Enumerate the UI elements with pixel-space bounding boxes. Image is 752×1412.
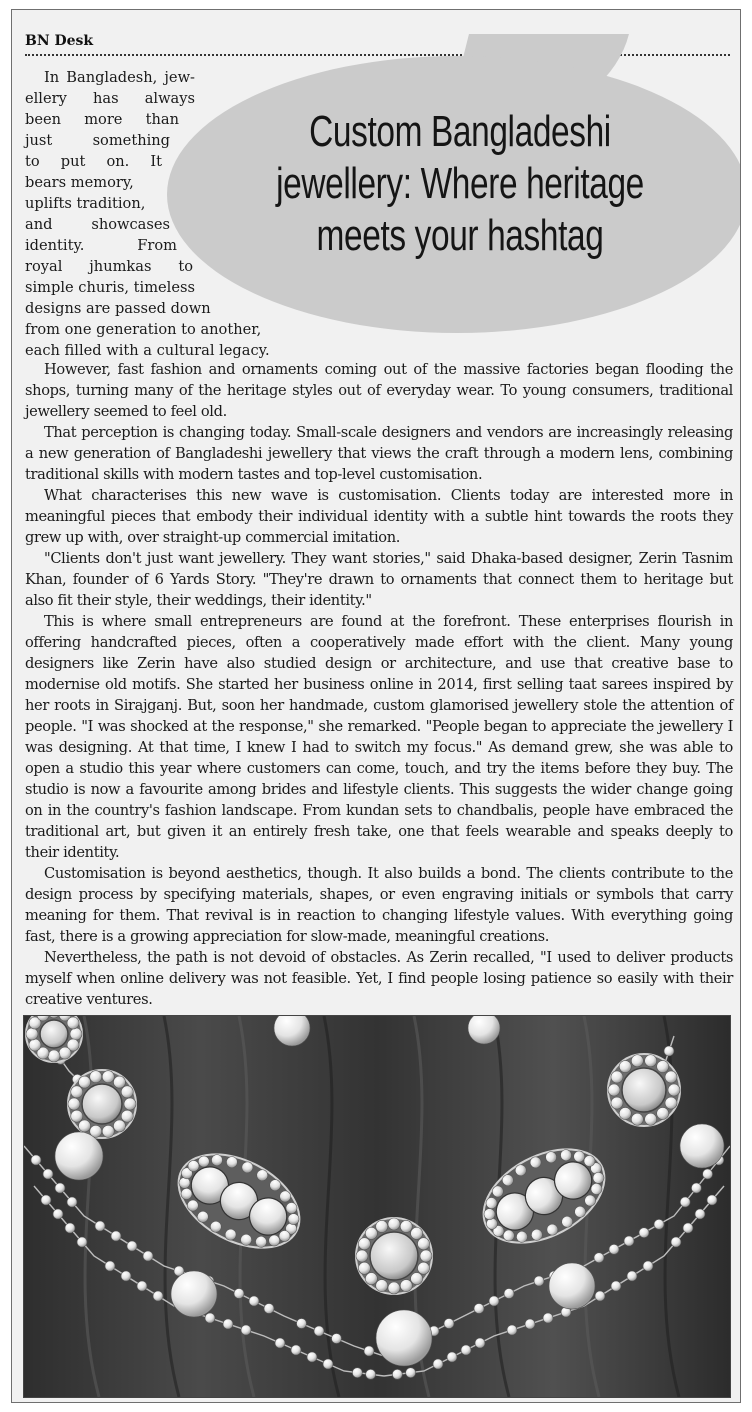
intro-line: ellery has always xyxy=(25,90,195,107)
paragraph: However, fast fashion and ornaments coming out of the massive factories began flooding the shops, turning many of the heritage styles out of everyday wear. To young consumers, traditional jewellery seemed to feel old. xyxy=(25,361,733,420)
pearl xyxy=(645,1113,657,1125)
intro-line: simple churis, timeless xyxy=(25,279,195,296)
intro-line: each filled with a cultural legacy. xyxy=(25,342,270,359)
intro-line: designs are passed down xyxy=(25,300,211,317)
intro-line: identity. From xyxy=(25,237,177,254)
stone xyxy=(622,1068,666,1112)
pearl xyxy=(71,1110,83,1122)
pearl xyxy=(411,1227,423,1239)
pearl xyxy=(657,1061,669,1073)
pearl xyxy=(420,1250,432,1262)
pearl xyxy=(664,1046,674,1056)
pearl xyxy=(388,1218,400,1230)
intro-line: been more than xyxy=(25,111,179,128)
paragraph: Nevertheless, the path is not devoid of obstacles. As Zerin recalled, "I used to deliver products myself when online delivery was not feasible. Yet, I find people losing patience so easily with their creative ventures. xyxy=(25,949,733,1008)
pearl xyxy=(105,1261,115,1271)
necklace-illustration xyxy=(24,1016,730,1397)
pearl xyxy=(611,1097,623,1109)
pearl xyxy=(234,1289,244,1299)
pearl xyxy=(645,1055,657,1067)
pearl xyxy=(53,1209,63,1219)
pearl xyxy=(376,1280,388,1292)
pearl xyxy=(79,1120,91,1132)
pearl xyxy=(358,1262,370,1274)
pearl xyxy=(489,1296,499,1306)
pearl xyxy=(365,1227,377,1239)
pearl xyxy=(59,1047,71,1059)
pearl xyxy=(611,1071,623,1083)
pearl xyxy=(549,1263,595,1309)
pearl xyxy=(77,1237,87,1247)
pearl xyxy=(307,1352,317,1362)
jewellery-photo xyxy=(23,1015,731,1398)
pearl xyxy=(665,1097,677,1109)
pearl xyxy=(695,1209,705,1219)
pearl xyxy=(624,1236,634,1246)
pearl xyxy=(619,1061,631,1073)
pearl xyxy=(137,1281,147,1291)
pearl xyxy=(264,1304,274,1314)
pearl xyxy=(70,1028,82,1040)
pearl xyxy=(707,1195,717,1205)
pearl xyxy=(461,1345,471,1355)
paragraph: That perception is changing today. Small-scale designers and vendors are increasingly releasing a new generation of Bangladeshi jewellery that views the craft through a modern lens, combining traditional skills with modern tastes and top-level customisation. xyxy=(25,424,733,483)
pearl xyxy=(366,1369,376,1379)
pearl xyxy=(241,1325,251,1335)
pearl xyxy=(474,1304,484,1314)
pearl xyxy=(657,1107,669,1119)
pearl xyxy=(111,1231,121,1241)
pearl xyxy=(433,1359,443,1369)
newspaper-page xyxy=(11,9,741,1403)
pearl xyxy=(26,1028,38,1040)
pearl xyxy=(444,1319,454,1329)
stone xyxy=(82,1084,122,1124)
pearl xyxy=(680,1124,724,1168)
pearl xyxy=(275,1338,285,1348)
pearl xyxy=(627,1271,637,1281)
pearl xyxy=(121,1271,131,1281)
dotted-divider xyxy=(25,54,730,56)
pearl xyxy=(352,1368,362,1378)
pearl xyxy=(376,1310,432,1366)
intro-line: and showcases xyxy=(25,216,170,233)
pearl xyxy=(668,1084,680,1096)
pearl xyxy=(205,1313,215,1323)
pearl xyxy=(400,1280,412,1292)
intro-line: In Bangladesh, jew- xyxy=(44,69,195,86)
pearl xyxy=(95,1221,105,1231)
pearl xyxy=(365,1273,377,1285)
pearl xyxy=(314,1326,324,1336)
pearl xyxy=(90,1071,102,1083)
pearl xyxy=(55,1132,103,1180)
pearl xyxy=(113,1120,125,1132)
pearl xyxy=(643,1261,653,1271)
pearl xyxy=(67,1017,79,1029)
pearl xyxy=(364,1346,374,1356)
pearl xyxy=(356,1250,368,1262)
pearl xyxy=(468,1016,500,1044)
pearl xyxy=(113,1076,125,1088)
pearl xyxy=(68,1098,80,1110)
pearl xyxy=(102,1071,114,1083)
intro-line: just something xyxy=(25,132,170,149)
pearl xyxy=(534,1276,544,1286)
pearl xyxy=(418,1262,430,1274)
pearl xyxy=(665,1071,677,1083)
pearl xyxy=(31,1155,41,1165)
pearl xyxy=(654,1219,664,1229)
pearl xyxy=(358,1238,370,1250)
paragraph: "Clients don't just want jewellery. They want stories," said Dhaka-based designer, Zerin Tasnim Khan, founder of 6 Yards Story. "They're drawn to ornaments that connect them to heritage but also fit their style, their weddings, their identity." xyxy=(25,550,733,609)
intro-line: from one generation to another, xyxy=(25,321,262,338)
pearl xyxy=(475,1338,485,1348)
pearl xyxy=(680,1197,690,1207)
pearl xyxy=(102,1125,114,1137)
pearl xyxy=(41,1195,51,1205)
pearl xyxy=(127,1241,137,1251)
pearl xyxy=(67,1197,77,1207)
pearl xyxy=(332,1334,342,1344)
pearl xyxy=(376,1220,388,1232)
pearl xyxy=(388,1282,400,1294)
pearl xyxy=(55,1183,65,1193)
pearl xyxy=(609,1244,619,1254)
pearl xyxy=(683,1223,693,1233)
pearl xyxy=(223,1319,233,1329)
pearl xyxy=(504,1289,514,1299)
pearl xyxy=(65,1223,75,1233)
pearl xyxy=(48,1050,60,1062)
pearl xyxy=(121,1110,133,1122)
pearl xyxy=(143,1251,153,1261)
pearl xyxy=(543,1313,553,1323)
pearl xyxy=(43,1169,53,1179)
pearl xyxy=(400,1220,412,1232)
pearl xyxy=(392,1369,402,1379)
pearl xyxy=(297,1319,307,1329)
pearl xyxy=(171,1271,217,1317)
pearl xyxy=(525,1319,535,1329)
pearl xyxy=(611,1281,621,1291)
pearl xyxy=(79,1076,91,1088)
pearl xyxy=(507,1325,517,1335)
intro-column xyxy=(25,67,287,361)
stone xyxy=(370,1232,418,1280)
pearl xyxy=(418,1238,430,1250)
pearl xyxy=(124,1098,136,1110)
pearl xyxy=(121,1086,133,1098)
pearl xyxy=(631,1113,643,1125)
pearl xyxy=(447,1352,457,1362)
pearl xyxy=(639,1228,649,1238)
pearl xyxy=(406,1368,416,1378)
headline: Custom Bangladeshi jewellery: Where heritage meets your hashtag xyxy=(276,107,644,260)
stone xyxy=(40,1020,68,1048)
intro-line: uplifts tradition, xyxy=(25,195,146,212)
pearl xyxy=(619,1107,631,1119)
pearl xyxy=(631,1055,643,1067)
pearl xyxy=(595,1291,605,1301)
pearl xyxy=(703,1169,713,1179)
pearl xyxy=(691,1183,701,1193)
pearl xyxy=(29,1039,41,1051)
pearl xyxy=(71,1086,83,1098)
byline: BN Desk xyxy=(25,33,94,49)
paragraph: Customisation is beyond aesthetics, though. It also builds a bond. The clients contribute to the design process by specifying materials, shapes, or even engraving initials or symbols that carry meaning for them. That revival is in reaction to changing lifestyle values. With everything going fast, there is a growing appreciation for slow-made, meaningful creations. xyxy=(25,865,733,945)
pearl xyxy=(249,1296,259,1306)
pearl xyxy=(323,1359,333,1369)
intro-line: to put on. It xyxy=(25,153,162,170)
pearl xyxy=(291,1345,301,1355)
intro-line: bears memory, xyxy=(25,174,134,191)
pearl xyxy=(671,1237,681,1247)
intro-line: royal jhumkas to xyxy=(25,258,193,275)
paragraph: This is where small entrepreneurs are found at the forefront. These enterprises flourish in offering handcrafted pieces, often a cooperatively made effort with the client. Many young designers like Zerin have also studied design or architecture, and use that creative base to modernise old motifs. She started her business online in 2014, first selling taat sarees inspired by her roots in Sirajganj. But, soon her handmade, custom glamorised jewellery stole the attention of people. "I was shocked at the response," she remarked. "People began to appreciate the jewellery I was designing. At that time, I knew I had to switch my focus." As demand grew, she was able to open a studio this year where customers can come, touch, and try the items before they buy. The studio is now a favourite among brides and lifestyle clients. This suggests the wider change going on in the country's fashion landscape. From kundan sets to chandbalis, people have embraced the traditional art, but given it an entirely fresh take, one that feels wearable and speaks deeply to their identity. xyxy=(25,613,733,861)
pearl xyxy=(153,1291,163,1301)
pearl xyxy=(594,1253,604,1263)
article-body xyxy=(25,359,733,1010)
pearl xyxy=(411,1273,423,1285)
paragraph: What characterises this new wave is customisation. Clients today are interested more in meaningful pieces that embody their individual identity with a subtle hint towards the roots they grew up with, over straight-up commercial imitation. xyxy=(25,487,733,546)
pearl xyxy=(608,1084,620,1096)
